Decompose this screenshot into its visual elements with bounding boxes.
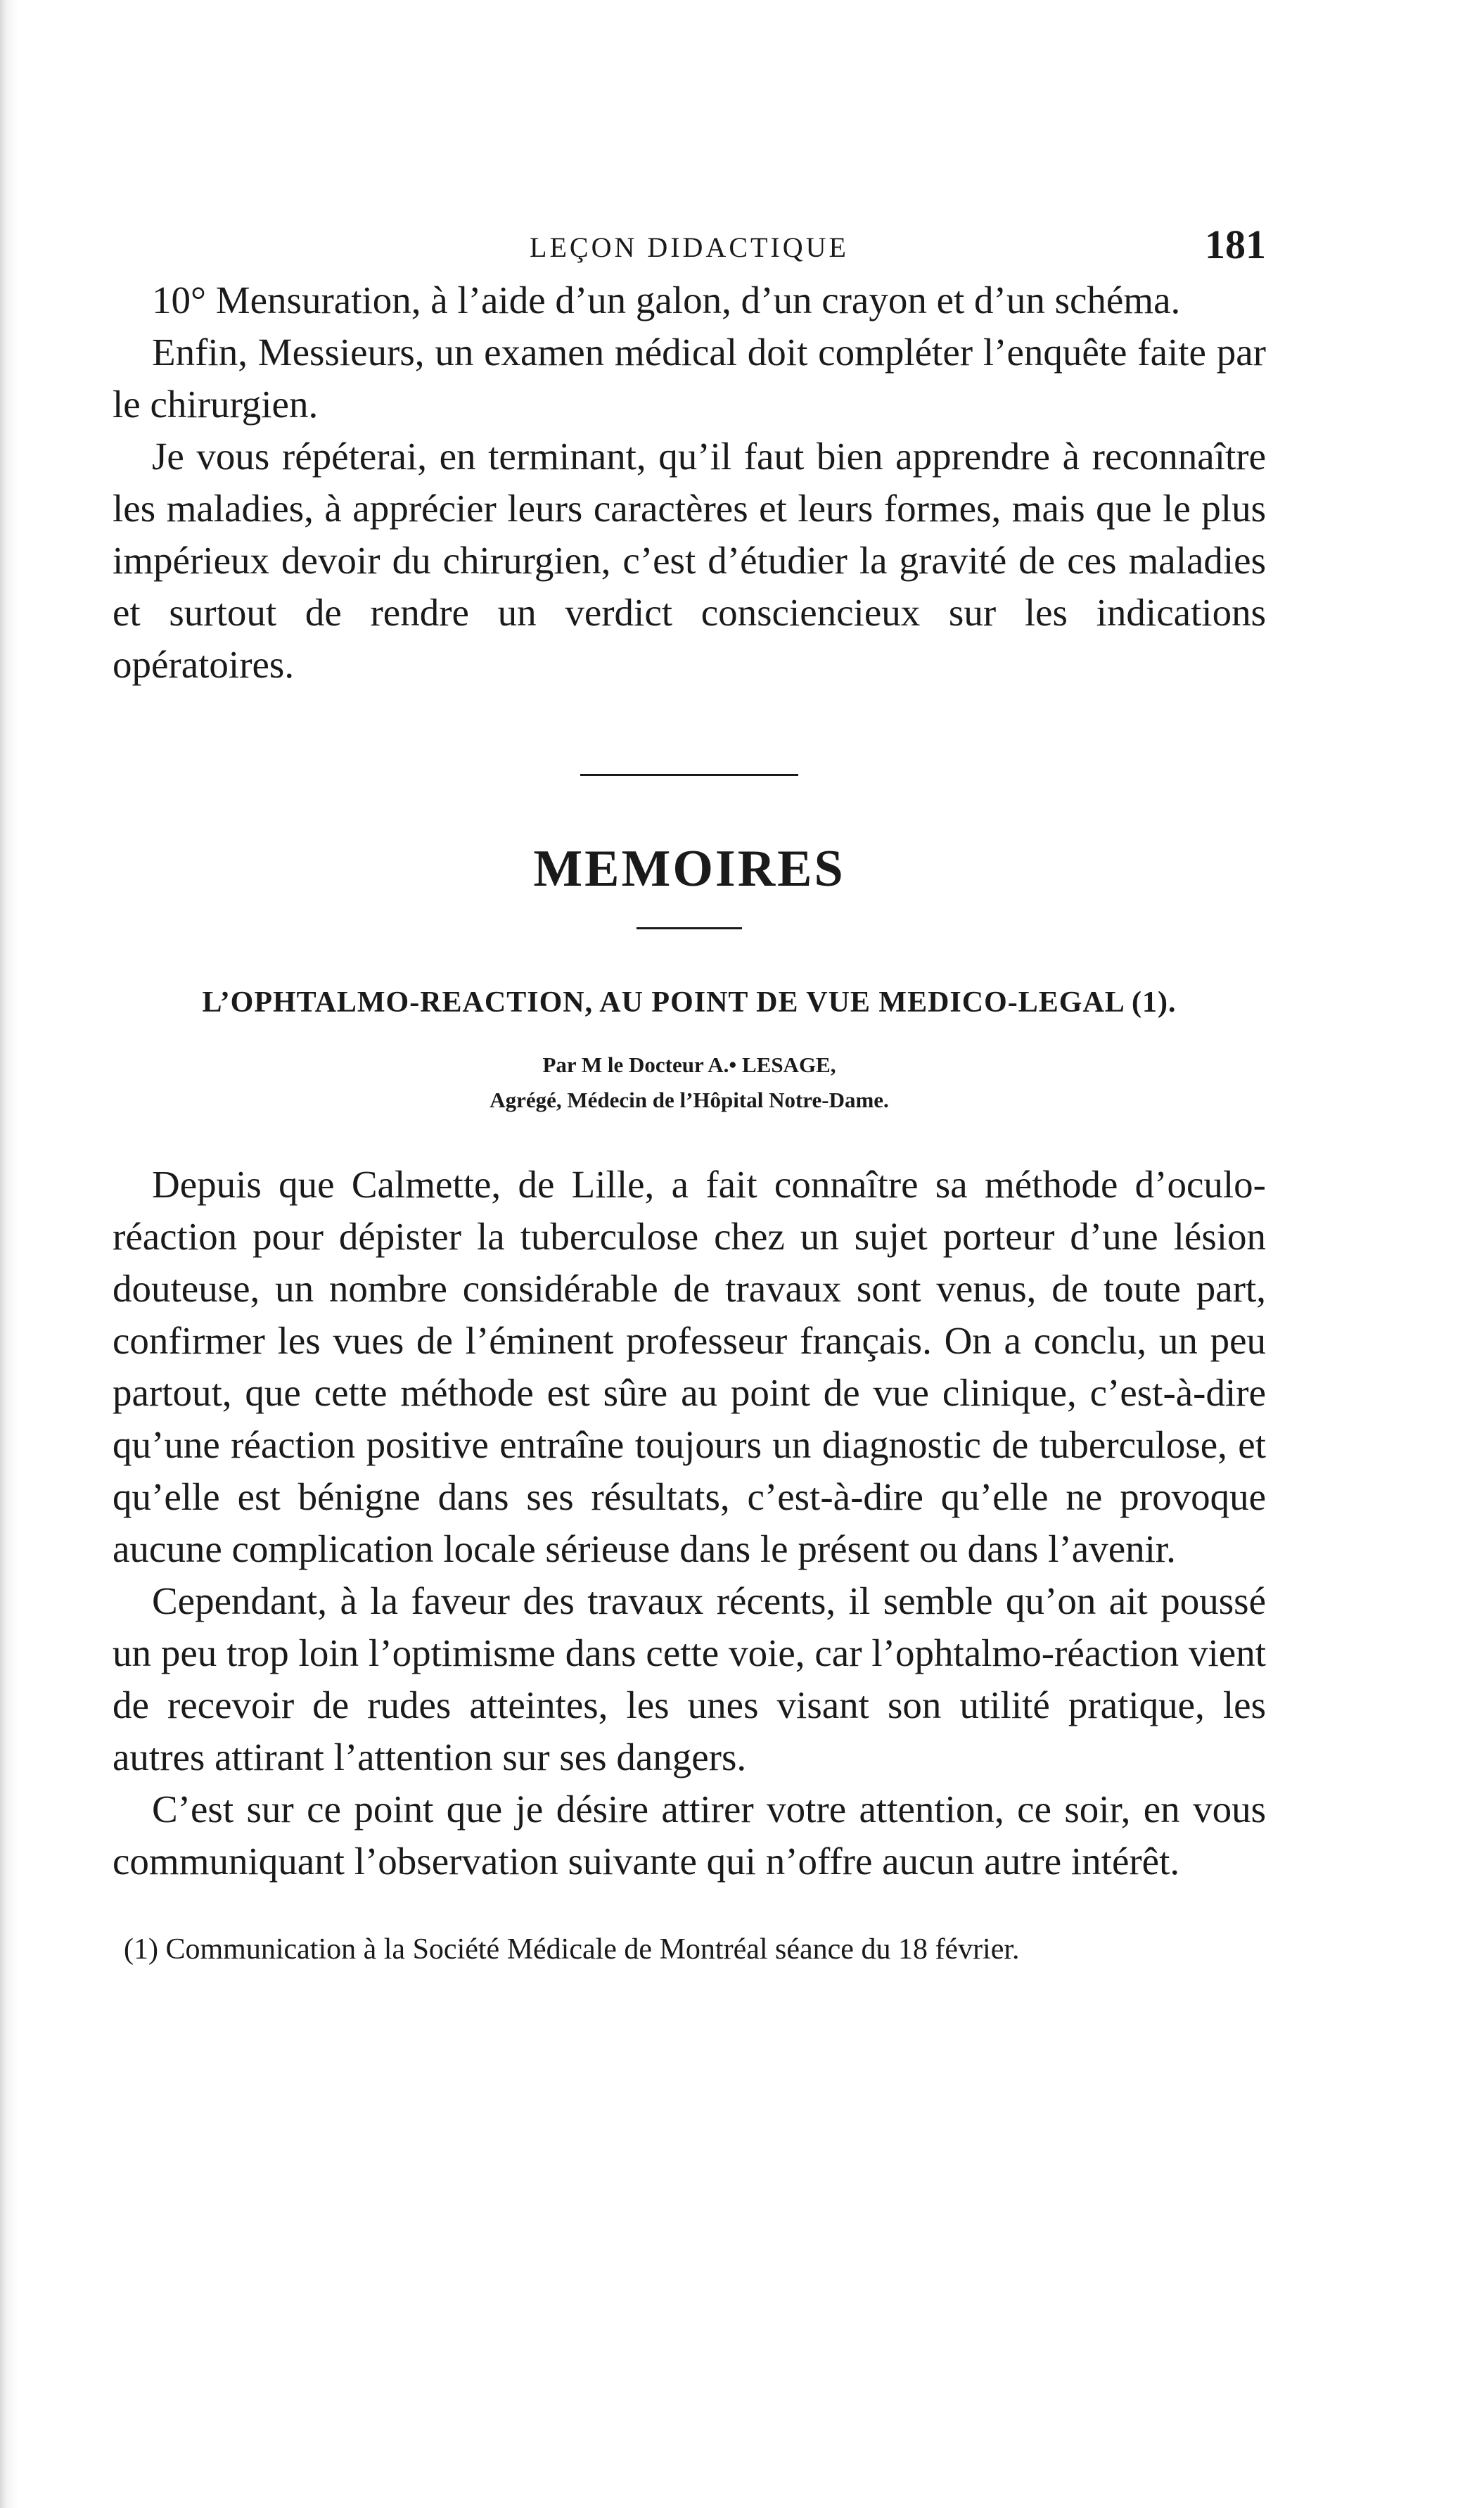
section-heading: MEMOIRES: [533, 840, 845, 898]
paragraph: Cependant, à la faveur des travaux récents, il semble qu’on ait poussé un peu trop loin l’optimisme dans cette voie, car l’ophtalmo-réaction vient de recevoir de rudes atteintes, les unes visant son utilité pratique, les autres attirant l’attention sur ses dangers.: [113, 1579, 1266, 1778]
article-body: [113, 1159, 1266, 1888]
author-byline: Par M le Docteur A.• LESAGE,: [542, 1052, 836, 1077]
paragraph: C’est sur ce point que je désire attirer votre attention, ce soir, en vous communiquant l’observation suivante qui n’offre aucun autre intérêt.: [113, 1788, 1266, 1883]
article-title: L’OPHTALMO-REACTION, AU POINT DE VUE MEDICO-LEGAL (1).: [202, 986, 1177, 1019]
list-item-measurement: 10° Mensuration, à l’aide d’un galon, d’un crayon et d’un schéma.: [152, 279, 1181, 322]
author-affiliation: Agrégé, Médecin de l’Hôpital Notre-Dame.: [490, 1088, 889, 1112]
paragraph: Enfin, Messieurs, un examen médical doit compléter l’enquête faite par le chirurgien.: [113, 331, 1266, 426]
divider-rule: [637, 927, 742, 929]
page: [113, 211, 1266, 1969]
paragraph: Depuis que Calmette, de Lille, a fait connaître sa méthode d’oculo-réaction pour dépister la tuberculose chez un sujet porteur d’une lésion douteuse, un nombre considérable de travaux sont venus, de toute part, confirmer les vues de l’éminent professeur français. On a conclu, un peu partout, que cette méthode est sûre au point de vue clinique, c’est-à-dire qu’une réaction positive entraîne toujours un diagnostic de tuberculose, et qu’elle est bénigne dans ses résultats, c’est-à-dire qu’elle ne provoque aucune complication locale sérieuse dans le présent ou dans l’avenir.: [113, 1163, 1266, 1570]
paragraph: Je vous répéterai, en terminant, qu’il faut bien apprendre à reconnaître les maladies, à apprécier leurs caractères et leurs formes, mais que le plus impérieux devoir du chirurgien, c’est d’étudier la gravité de ces maladies et surtout de rendre un verdict consciencieux sur les indications opératoires.: [113, 435, 1266, 686]
divider-rule: [580, 774, 798, 776]
footnote: (1) Communication à la Société Médicale de Montréal séance du 18 février.: [124, 1933, 1020, 1966]
continued-text: [113, 274, 1266, 691]
running-title: LEÇON DIDACTIQUE: [530, 231, 849, 263]
scan-edge: [0, 0, 18, 2508]
page-number: 181: [1205, 222, 1266, 267]
running-head: [113, 211, 1266, 274]
